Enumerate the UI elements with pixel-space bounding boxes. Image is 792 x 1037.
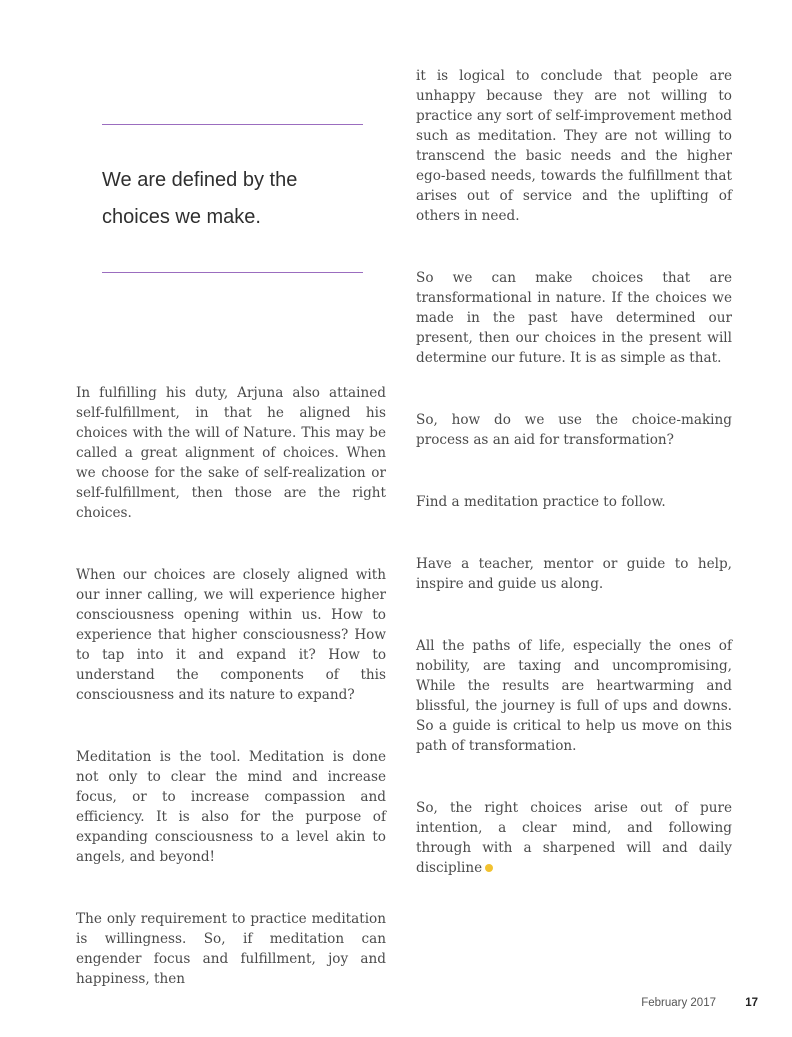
pull-quote [102,124,363,274]
closing-paragraph-text: So, the right choices arise out of pure intention, a clear mind, and following through with a sharpened will and daily discipline [416,800,732,876]
body-paragraph: So we can make choices that are transformational in nature. If the choices we made in the past have determined our present, then our choices in the present will determine our future. It is as simple as that. [416,270,732,366]
body-paragraph: it is logical to conclude that people are unhappy because they are not willing to practice any sort of self-improvement method such as meditation. They are not willing to transcend the basic needs and the higher ego-based needs, towards the fulfillment that arises out of service and the uplifting of others in need. [416,68,732,224]
pull-quote-text: We are defined by the choices we make. [102,169,298,228]
end-mark-dot-icon [485,864,493,872]
body-paragraph: The only requirement to practice meditation is willingness. So, if meditation can engender focus and fulfillment, joy and happiness, then [76,911,386,987]
left-column [76,383,386,989]
page-footer [641,997,758,1009]
body-paragraph: In fulfilling his duty, Arjuna also attained self-fulfillment, in that he aligned his choices with the will of Nature. This may be called a great alignment of choices. When we choose for the sake of self-realization or self-fulfillment, then those are the right choices. [76,385,386,521]
issue-date: February 2017 [641,997,716,1009]
page-number: 17 [745,997,758,1009]
body-paragraph: Find a meditation practice to follow. [416,494,666,510]
body-paragraph: So, how do we use the choice-making process as an aid for transformation? [416,412,732,448]
pull-quote-top-rule [102,124,363,125]
closing-paragraph [416,798,732,878]
right-column [416,66,732,878]
pull-quote-bottom-rule [102,272,363,273]
body-paragraph: All the paths of life, especially the ones of nobility, are taxing and uncompromising, While the results are heartwarming and blissful, the journey is full of ups and downs. So a guide is critical to help us move on this path of transformation. [416,638,732,754]
body-paragraph: Meditation is the tool. Meditation is done not only to clear the mind and increase focus, or to increase compassion and efficiency. It is also for the purpose of expanding consciousness to a level akin to angels, and beyond! [76,749,386,865]
body-paragraph: Have a teacher, mentor or guide to help, inspire and guide us along. [416,556,732,592]
body-paragraph: When our choices are closely aligned with our inner calling, we will experience higher consciousness opening within us. How to experience that higher consciousness? How to tap into it and expand it? How to understand the components of this consciousness and its nature to expand? [76,567,386,703]
